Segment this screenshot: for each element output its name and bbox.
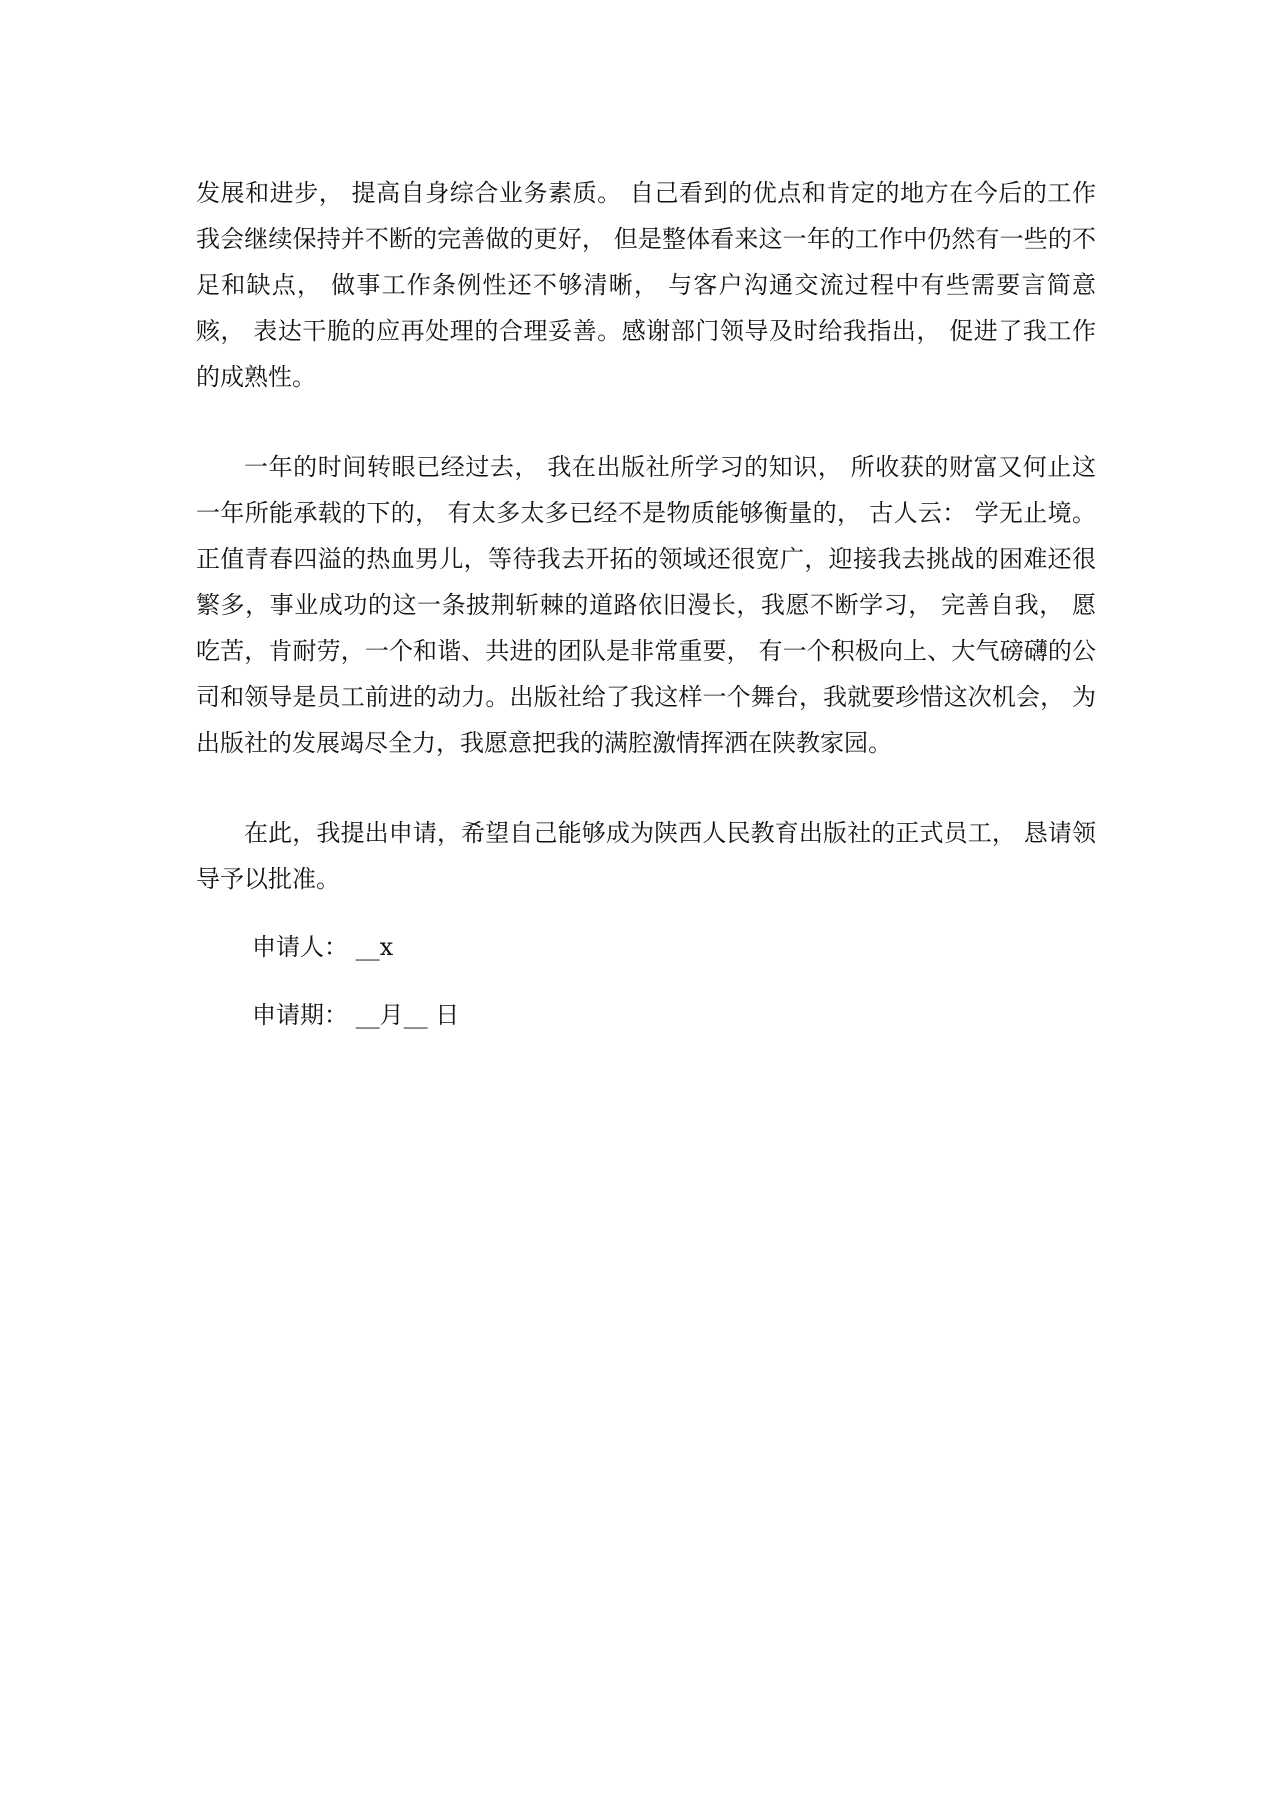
paragraph-application-request: 在此，我提出申请，希望自己能够成为陕西人民教育出版社的正式员工， 恳请领导予以批准。 [196, 819, 1096, 893]
paragraph-self-review: 发展和进步， 提高自身综合业务素质。 自己看到的优点和肯定的地方在今后的工作我会继续保持并不断的完善做的更好， 但是整体看来这一年的工作中仍然有一些的不足和缺点， 做事工作条例性还不够清晰， 与客户沟通交流过程中有些需要言简意赅， 表达干脆的应再处理的合理妥善。感谢部门领导及时给我指出， 促进了我工作的成熟性。 [196, 179, 1096, 391]
paragraph-spacer [196, 400, 1096, 444]
applicant-line: 申请人： __x [252, 933, 394, 961]
paragraph-reflection: 一年的时间转眼已经过去， 我在出版社所学习的知识， 所收获的财富又何止这一年所能承载的下的， 有太多太多已经不是物质能够衡量的， 古人云： 学无止境。正值青春四溢的热血男儿，等待我去开拓的领域还很宽广，迎接我去挑战的困难还很繁多，事业成功的这一条披荆斩棘的道路依旧漫长，我愿不断学习， 完善自我， 愿吃苦，肯耐劳，一个和谐、共进的团队是非常重要， 有一个积极向上、大气磅礴的公司和领导是员工前进的动力。出版社给了我这样一个舞台，我就要珍惜这次机会， 为出版社的发展竭尽全力，我愿意把我的满腔激情挥洒在陕教家园。 [196, 453, 1096, 757]
application-date-line: 申请期： __月__ 日 [252, 1001, 460, 1029]
paragraph-spacer [196, 766, 1096, 810]
signature-spacer [196, 902, 1096, 924]
signature-spacer [196, 970, 1096, 992]
document-body [196, 170, 1096, 1038]
